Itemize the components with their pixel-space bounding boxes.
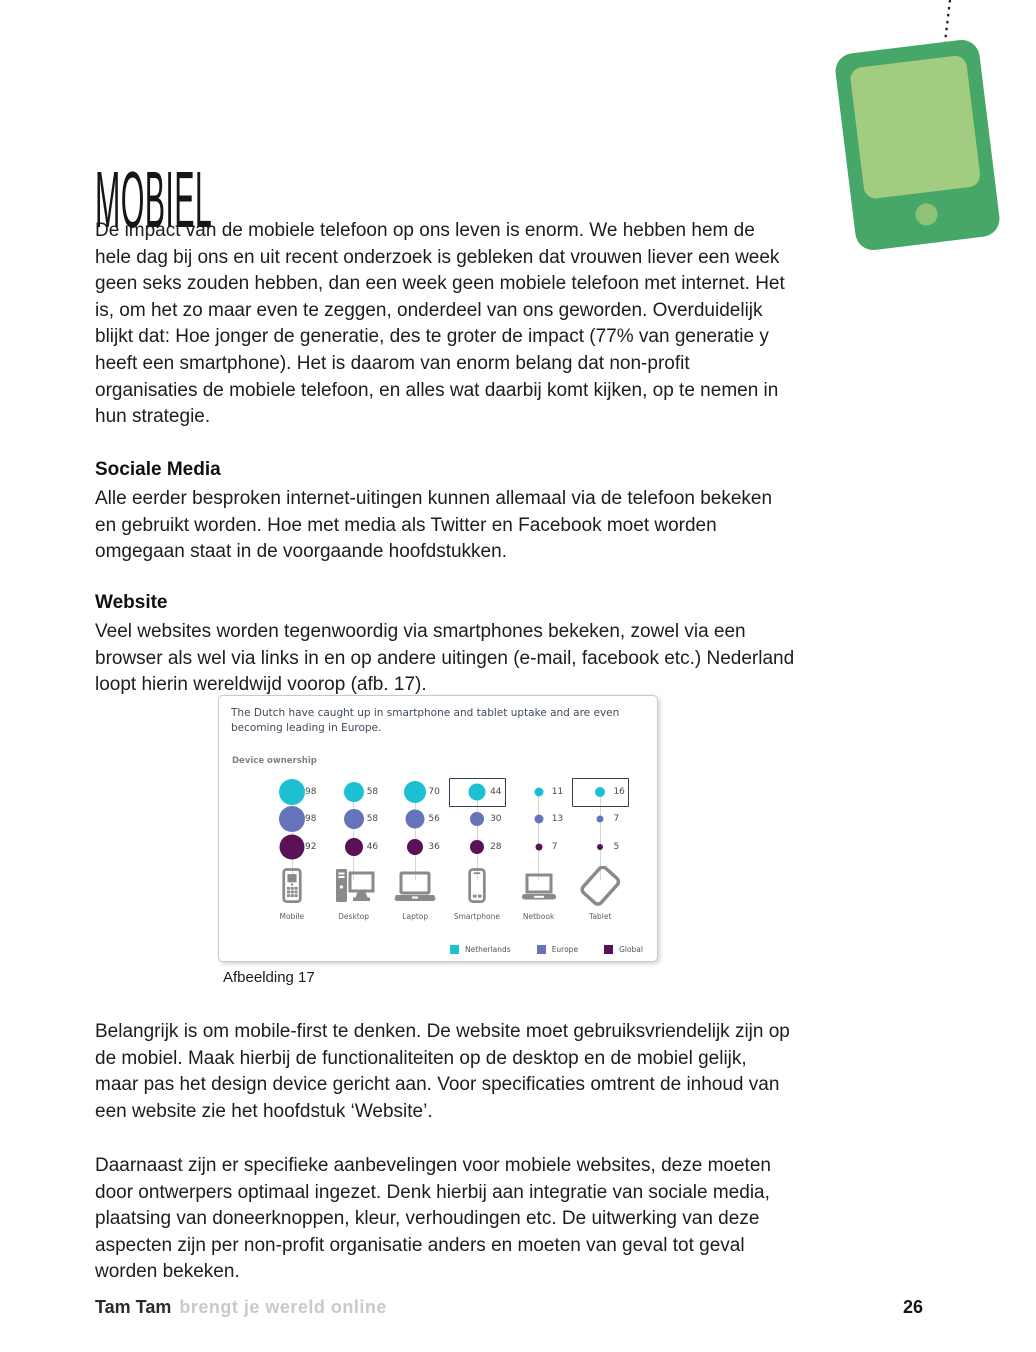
device-ownership-chart: [218, 695, 658, 962]
bubble-value-europe-tablet: 7: [613, 814, 620, 824]
bubble-global-smartphone: [470, 840, 484, 854]
legend-item-europe: [537, 945, 578, 954]
chart-column-tablet: [569, 778, 631, 930]
section-paragraph-sociale-media: Alle eerder besproken internet-uitingen kunnen allemaal via de telefoon bekeken en gebruikt worden. Hoe met media als Twitter en Facebook moet worden omgegaan staat in de voorgaande hoofdstukken.: [95, 488, 773, 563]
bubble-global-netbook: [535, 844, 542, 851]
legend-label-global: Global: [619, 945, 643, 954]
bubble-value-netherlands-tablet: 16: [613, 787, 625, 797]
desktop-icon: [330, 866, 378, 910]
bubble-value-europe-mobile: 98: [305, 814, 317, 824]
chart-column-mobile: [261, 778, 323, 930]
legend-swatch-global: [604, 945, 613, 954]
bubble-value-global-mobile: 92: [305, 842, 317, 852]
chart-subtitle: Device ownership: [232, 756, 317, 766]
mobile-icon: [270, 866, 314, 910]
bubble-value-global-tablet: 5: [613, 842, 620, 852]
bubble-netherlands-desktop: [344, 782, 364, 802]
device-label-desktop: Desktop: [338, 912, 369, 921]
section-paragraph-website: Veel websites worden tegenwoordig via smartphones bekeken, zowel via een browser als wel via links in en op andere uitingen (e-mail, facebook etc.) Nederland loopt hierin wereldwijd voorop (afb. 17).: [95, 621, 795, 696]
footer: [95, 1297, 387, 1318]
bubble-europe-tablet: [597, 816, 604, 823]
bubble-value-global-desktop: 46: [366, 842, 379, 852]
legend-item-global: [604, 945, 643, 954]
bubble-value-global-laptop: 36: [428, 842, 440, 852]
bubble-europe-desktop: [344, 809, 364, 829]
bubble-value-europe-desktop: 58: [366, 814, 379, 824]
bubble-europe-laptop: [406, 810, 425, 829]
bubble-netherlands-tablet: [595, 787, 605, 797]
bubble-value-europe-netbook: 13: [551, 814, 564, 824]
bubble-europe-netbook: [534, 815, 543, 824]
legend-swatch-netherlands: [450, 945, 459, 954]
laptop-icon: [391, 866, 439, 910]
figure-caption: Afbeelding 17: [223, 969, 315, 986]
legend-item-netherlands: [450, 945, 511, 954]
bubble-global-tablet: [597, 844, 603, 850]
legend-label-netherlands: Netherlands: [464, 945, 511, 954]
device-label-mobile: Mobile: [279, 912, 305, 921]
footer-tagline: brengt je wereld online: [179, 1297, 387, 1317]
chart-column-smartphone: [446, 778, 508, 930]
device-label-tablet: Tablet: [589, 912, 612, 921]
paragraph-aanbevelingen: Daarnaast zijn er specifieke aanbevelingen voor mobiele websites, deze moeten door ontwerpers optimaal ingezet. Denk hierbij aan integratie van sociale media, plaatsing van doneerknoppen, kleur, verhoudingen etc. De uitwerking van deze aspecten zijn per non-profit organisatie anders en moeten van geval tot geval worden bekeken.: [95, 1155, 771, 1283]
bubble-value-netherlands-laptop: 70: [428, 787, 440, 797]
chart-column-netbook: [508, 778, 570, 930]
tablet-icon: [576, 866, 624, 912]
netbook-icon: [515, 866, 563, 910]
bubble-value-netherlands-netbook: 11: [551, 787, 564, 797]
chart-title: The Dutch have caught up in smartphone and tablet uptake and are even becoming leading in Europe.: [231, 707, 620, 734]
bubble-value-netherlands-mobile: 98: [305, 787, 317, 797]
bubble-value-global-smartphone: 28: [490, 842, 502, 852]
legend-label-europe: Europe: [551, 945, 579, 954]
section-heading-website: Website: [95, 591, 168, 613]
bubble-global-desktop: [345, 838, 363, 856]
paragraph-mobile-first: Belangrijk is om mobile-first te denken. De website moet gebruiksvriendelijk zijn op de mobiel. Maak hierbij de functionaliteiten op de desktop en de mobiel gelijk, maar pas het design device gericht aan. Voor specificaties omtrent de inhoud van een website zie het hoofdstuk ‘Website’.: [95, 1021, 790, 1122]
bubble-global-mobile: [280, 835, 305, 860]
footer-brand: Tam Tam: [95, 1297, 172, 1317]
device-label-smartphone: Smartphone: [453, 912, 500, 921]
bubble-netherlands-netbook: [534, 788, 543, 797]
chart-legend: [450, 945, 643, 954]
intro-paragraph: De impact van de mobiele telefoon op ons leven is enorm. We hebben hem de hele dag bij ons en uit recent onderzoek is gebleken dat vrouwen liever een week geen seks zouden hebben, dan een week geen mobiele telefoon met internet. Het is, om het zo maar even te zeggen, onderdeel van ons geworden. Overduidelijk blijkt dat: Hoe jonger de generatie, des te groter de impact (77% van generatie y heeft een smartphone). Het is daarom van enorm belang dat non-profit organisaties de mobiele telefoon, en alles wat daarbij komt kijken, op te nemen in hun strategie.: [95, 220, 785, 428]
page-number: 26: [902, 1297, 923, 1317]
legend-swatch-europe: [537, 945, 546, 954]
bubble-netherlands-smartphone: [469, 784, 486, 801]
bubble-europe-smartphone: [470, 812, 484, 826]
bubble-value-europe-laptop: 56: [428, 814, 440, 824]
device-label-netbook: Netbook: [522, 912, 555, 921]
bubble-value-global-netbook: 7: [551, 842, 558, 852]
page-title: MOBIEL: [95, 154, 213, 244]
device-label-laptop: Laptop: [402, 912, 429, 921]
smartphone-icon: [455, 866, 499, 910]
chart-columns: [261, 778, 631, 930]
chart-column-laptop: [384, 778, 446, 930]
chart-column-desktop: [323, 778, 385, 930]
section-heading-sociale-media: Sociale Media: [95, 458, 221, 480]
tablet-illustration: [833, 38, 1001, 252]
bubble-netherlands-laptop: [404, 781, 426, 803]
bubble-value-netherlands-smartphone: 44: [490, 787, 502, 797]
bubble-global-laptop: [407, 839, 423, 855]
bubble-europe-mobile: [279, 806, 305, 832]
bubble-netherlands-mobile: [279, 779, 305, 805]
bubble-value-netherlands-desktop: 58: [366, 787, 379, 797]
bubble-value-europe-smartphone: 30: [490, 814, 502, 824]
tablet-screen-shape: [849, 54, 981, 199]
